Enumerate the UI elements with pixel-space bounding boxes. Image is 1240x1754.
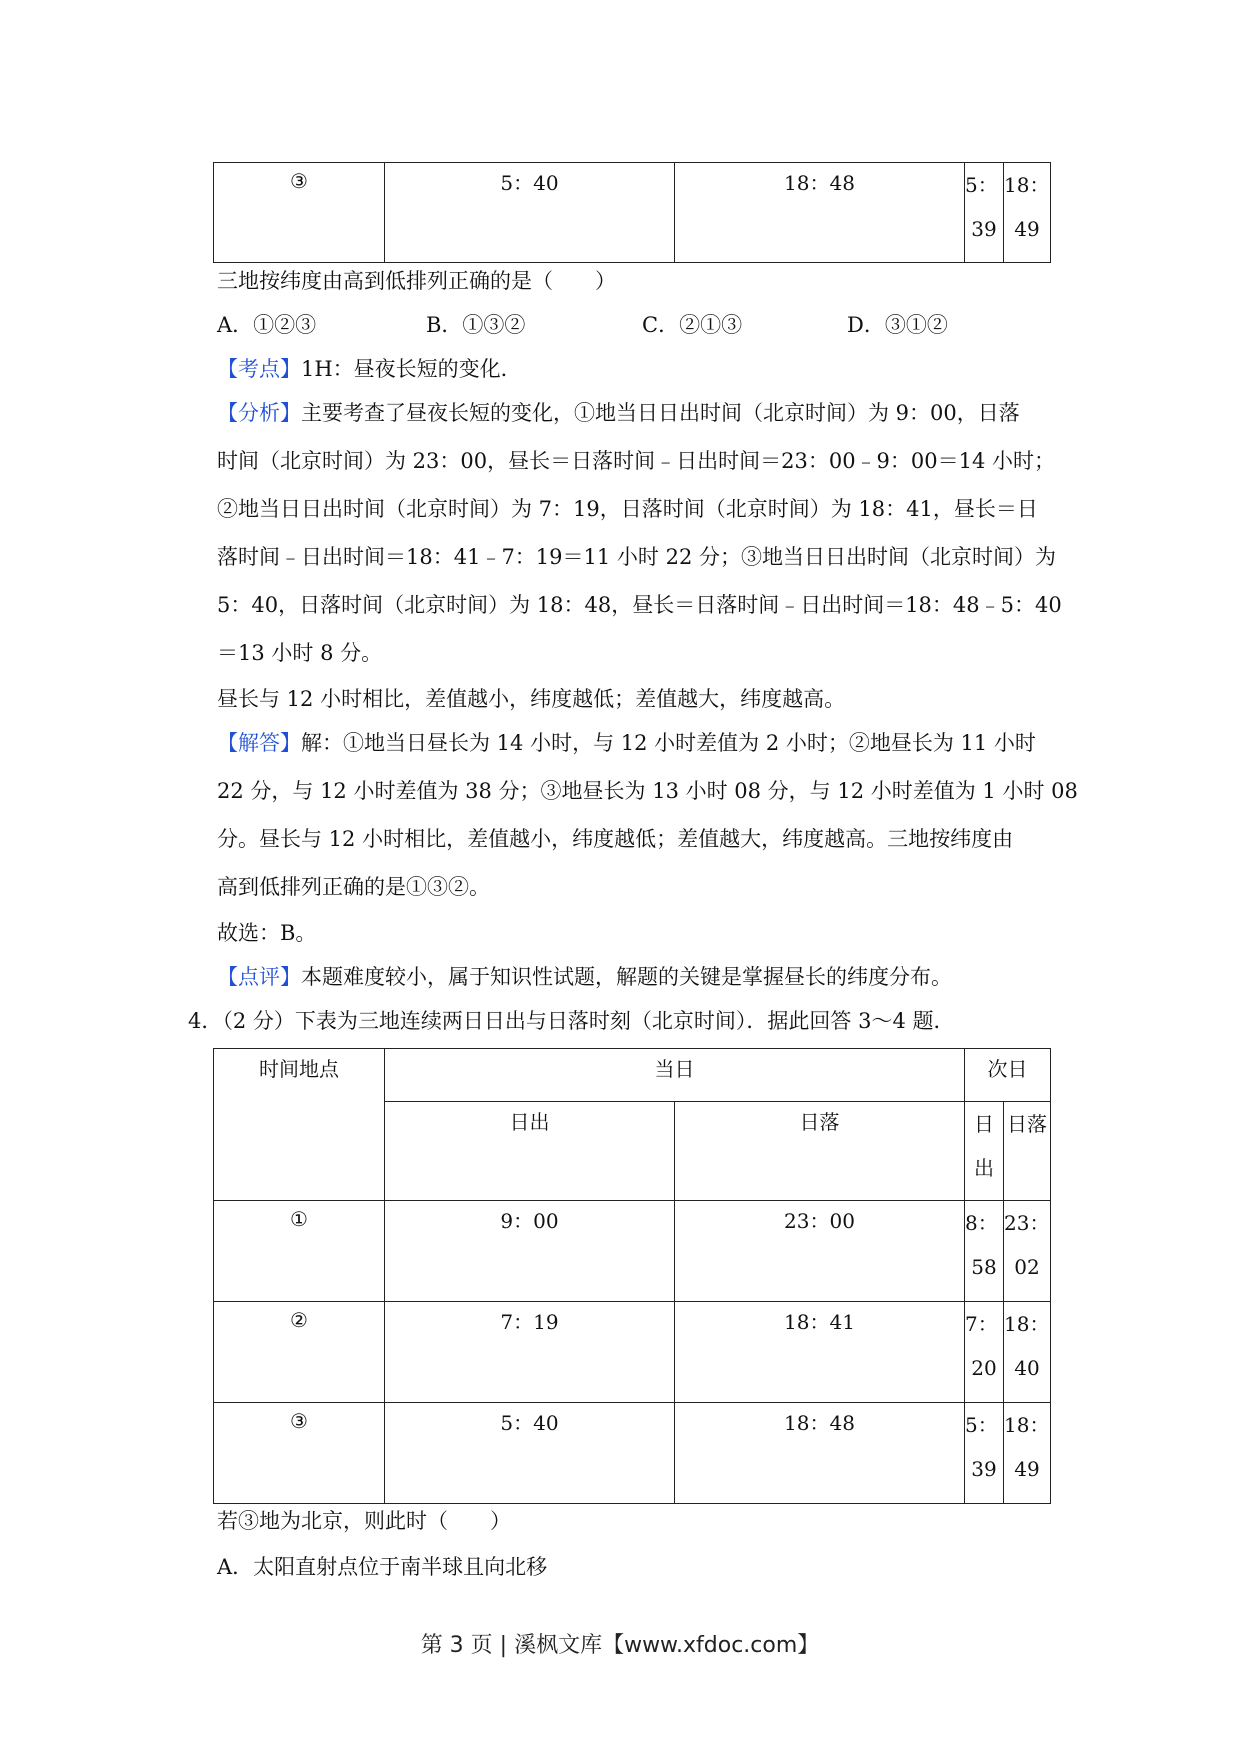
jieda-line: 22 分，与 12 小时差值为 38 分；③地昼长为 13 小时 08 分，与 12 小时差值为 1 小时 08 bbox=[217, 779, 1078, 803]
place-mark: ③ bbox=[214, 163, 385, 263]
set-cell: 18：41 bbox=[675, 1302, 965, 1403]
place-mark: ① bbox=[214, 1201, 385, 1302]
answer-line: 故选：B。 bbox=[217, 921, 317, 945]
fenxi-line: ②地当日日出时间（北京时间）为 7：19，日落时间（北京时间）为 18：41，昼长＝日 bbox=[217, 497, 1038, 521]
options-row bbox=[217, 310, 1017, 340]
option-c: C．②①③ bbox=[642, 313, 743, 337]
sunrise-sunset-table bbox=[213, 1048, 1051, 1504]
question-number: 4． bbox=[188, 1009, 223, 1033]
next-set-cell: 18： 49 bbox=[1004, 163, 1051, 263]
next-rise-cell: 7： 20 bbox=[965, 1302, 1004, 1403]
option-a: A．①②③ bbox=[217, 313, 317, 337]
table-header-row bbox=[214, 1049, 1051, 1102]
set-cell: 18：48 bbox=[675, 1403, 965, 1504]
place-mark: ③ bbox=[214, 1403, 385, 1504]
next-rise-cell: 5： 39 bbox=[965, 1403, 1004, 1504]
fenxi-line: ＝13 小时 8 分。 bbox=[217, 641, 383, 665]
table-row bbox=[214, 1403, 1051, 1504]
fenxi-line: 昼长与 12 小时相比，差值越小，纬度越低；差值越大，纬度越高。 bbox=[217, 687, 846, 711]
next-set-cell: 23： 02 bbox=[1004, 1201, 1051, 1302]
jieda-line: 高到低排列正确的是①③②。 bbox=[217, 875, 490, 899]
jieda-line: 分。昼长与 12 小时相比，差值越小，纬度越低；差值越大，纬度越高。三地按纬度由 bbox=[217, 827, 1014, 851]
jieda-line: 【解答】解：①地当日昼长为 14 小时，与 12 小时差值为 2 小时；②地昼长为 11 小时 bbox=[217, 731, 1036, 755]
next-rise-cell: 5： 39 bbox=[965, 163, 1004, 263]
rise-cell: 7：19 bbox=[385, 1302, 675, 1403]
option-b: B．①③② bbox=[426, 313, 526, 337]
question-4-prompt: 若③地为北京，则此时（ ） bbox=[217, 1509, 511, 1533]
table-row bbox=[214, 1302, 1051, 1403]
next-rise-cell: 8： 58 bbox=[965, 1201, 1004, 1302]
top-table bbox=[213, 162, 1051, 263]
header-next: 次日 bbox=[965, 1049, 1051, 1102]
header-set: 日落 bbox=[675, 1102, 965, 1201]
fenxi-line: 【分析】主要考查了昼夜长短的变化，①地当日日出时间（北京时间）为 9：00，日落 bbox=[217, 401, 1020, 425]
jieda-tag: 【解答】 bbox=[217, 731, 301, 755]
rise-cell: 5：40 bbox=[385, 1403, 675, 1504]
next-set-cell: 18： 49 bbox=[1004, 1403, 1051, 1504]
question-stem: 三地按纬度由高到低排列正确的是（ ） bbox=[217, 269, 616, 293]
header-next-rise: 日 出 bbox=[965, 1102, 1004, 1201]
fenxi-line: 时间（北京时间）为 23：00，昼长＝日落时间﹣日出时间＝23：00﹣9：00＝14 小时； bbox=[217, 449, 1056, 473]
dianping-tag: 【点评】 bbox=[217, 965, 301, 989]
question-4-stem: 4．（2 分）下表为三地连续两日日出与日落时刻（北京时间）．据此回答 3～4 题． bbox=[188, 1009, 955, 1033]
kaodian: 【考点】1H：昼夜长短的变化． bbox=[217, 357, 522, 381]
dianping: 【点评】本题难度较小，属于知识性试题，解题的关键是掌握昼长的纬度分布。 bbox=[217, 965, 952, 989]
page-footer: 第 3 页 | 溪枫文库【www.xfdoc.com】 bbox=[420, 1633, 820, 1658]
option-d: D．③①② bbox=[847, 313, 948, 337]
kaodian-tag: 【考点】 bbox=[217, 357, 301, 381]
question-4-option-a: A．太阳直射点位于南半球且向北移 bbox=[217, 1555, 548, 1579]
rise-cell: 9：00 bbox=[385, 1201, 675, 1302]
table-row bbox=[214, 1201, 1051, 1302]
fenxi-tag: 【分析】 bbox=[217, 401, 301, 425]
header-place: 时间地点 bbox=[214, 1049, 385, 1201]
header-next-set: 日落 bbox=[1004, 1102, 1051, 1201]
rise-cell: 5：40 bbox=[385, 163, 675, 263]
table-row bbox=[214, 163, 1051, 263]
set-cell: 23：00 bbox=[675, 1201, 965, 1302]
fenxi-line: 5：40，日落时间（北京时间）为 18：48，昼长＝日落时间﹣日出时间＝18：48﹣5：40 bbox=[217, 593, 1062, 617]
next-set-cell: 18： 40 bbox=[1004, 1302, 1051, 1403]
header-rise: 日出 bbox=[385, 1102, 675, 1201]
place-mark: ② bbox=[214, 1302, 385, 1403]
fenxi-line: 落时间﹣日出时间＝18：41﹣7：19＝11 小时 22 分；③地当日日出时间（北京时间）为 bbox=[217, 545, 1056, 569]
header-today: 当日 bbox=[385, 1049, 965, 1102]
set-cell: 18：48 bbox=[675, 163, 965, 263]
